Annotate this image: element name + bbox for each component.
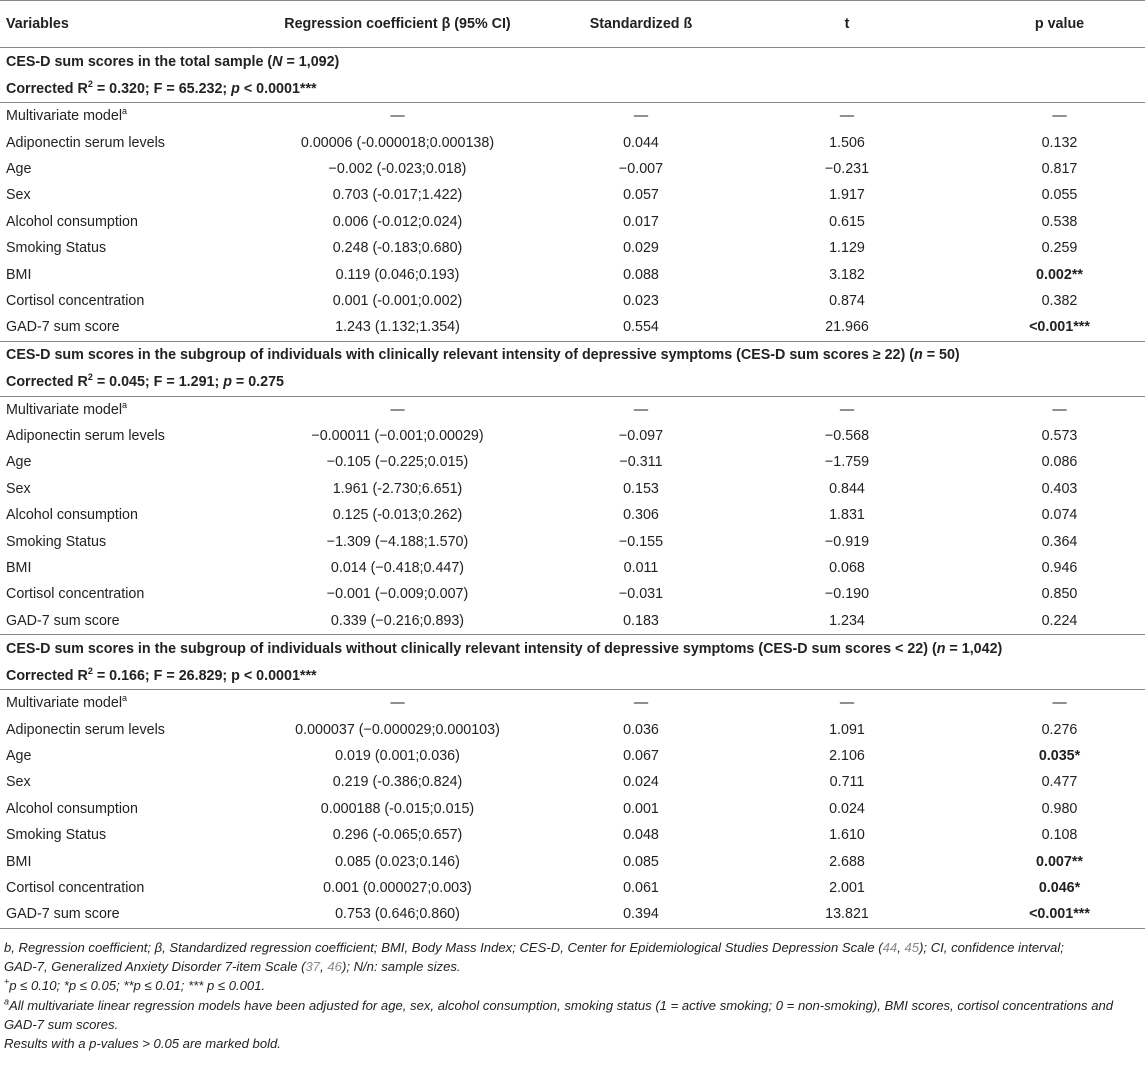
table-footnotes	[4, 938, 1142, 1053]
model-dash: —	[633, 695, 649, 712]
cell-t: 0.874	[829, 292, 865, 309]
cell-standardized: 0.088	[623, 266, 659, 283]
cell-standardized: 0.183	[623, 612, 659, 629]
cell-standardized: −0.097	[618, 428, 664, 445]
table-row	[0, 769, 1145, 795]
cell-p-value: 0.276	[1041, 721, 1078, 738]
cell-t: 3.182	[829, 266, 865, 283]
cell-p-value: 0.946	[1041, 560, 1078, 577]
reference-link[interactable]: 44	[882, 940, 898, 955]
section-stats: Corrected $R^2 = 0.320$; F = 65.232; p < 0.0001***	[0, 75, 1145, 103]
cell-standardized: −0.031	[618, 586, 664, 603]
cell-variable: Adiponectin serum levels	[6, 428, 165, 445]
cell-coefficient: 0.001 (-0.001;0.002)	[332, 292, 463, 309]
cell-standardized: −0.311	[619, 454, 663, 471]
cell-t: 0.711	[829, 774, 865, 791]
cell-t: −1.759	[824, 454, 870, 471]
section-title: CES-D sum scores in the subgroup of individuals with clinically relevant intensity of depressive symptoms (CES-D sum scores ≥ 22) (n = 50)	[0, 341, 1145, 369]
cell-p-value: 0.573	[1041, 428, 1078, 445]
table-body	[0, 48, 1145, 929]
cell-standardized: 0.153	[623, 480, 659, 497]
section-title: CES-D sum scores in the subgroup of individuals without clinically relevant intensity of depressive symptoms (CES-D sum scores < 22) (n = 1,042)	[0, 635, 1145, 663]
table-row	[0, 476, 1145, 502]
footnote-adjustment: $^a$All multivariate linear regression models have been adjusted for age, sex, alcohol consumption, smoking status (1 = active smoking; 0 = non-smoking), BMI scores, cortisol concentrations and GAD-7 sum scores.	[4, 996, 1114, 1032]
header-t: t	[720, 1, 974, 48]
model-label: Multivariate model$^a$	[6, 106, 128, 125]
section-title-row	[0, 341, 1145, 369]
cell-t: 1.129	[829, 240, 865, 257]
cell-coefficient: −0.00011 (−0.001;0.00029)	[311, 428, 484, 445]
cell-t: 1.234	[829, 612, 865, 629]
cell-p-value: 0.538	[1041, 213, 1078, 230]
header-p-value: p value	[974, 1, 1145, 48]
table-row	[0, 423, 1145, 449]
cell-t: 2.001	[829, 879, 865, 896]
cell-standardized: 0.011	[623, 560, 659, 577]
cell-variable: GAD-7 sum score	[6, 319, 120, 336]
cell-p-value: 0.850	[1041, 586, 1078, 603]
cell-variable: GAD-7 sum score	[0, 901, 233, 928]
cell-coefficient: 0.014 (−0.418;0.447)	[330, 560, 465, 577]
cell-p-value: <0.001***	[1029, 319, 1090, 336]
cell-standardized: 0.554	[623, 319, 659, 336]
cell-coefficient: 0.00006 (-0.000018;0.000138)	[300, 134, 495, 151]
cell-t: −0.919	[824, 533, 870, 550]
cell-standardized: 0.067	[623, 748, 659, 764]
cell-p-value: 0.980	[1041, 800, 1078, 817]
cell-coefficient: 0.119 (0.046;0.193)	[335, 266, 460, 283]
cell-variable: BMI	[6, 560, 32, 577]
cell-variable: BMI	[6, 266, 32, 283]
cell-p-value: 0.259	[1041, 240, 1078, 257]
cell-p-value: 0.086	[1041, 454, 1078, 471]
model-dash: —	[390, 401, 405, 418]
cell-t: 1.831	[829, 507, 865, 524]
cell-coefficient: −0.001 (−0.009;0.007)	[326, 586, 469, 603]
model-label: Multivariate model$^a$	[6, 693, 128, 712]
cell-variable: Sex	[6, 480, 31, 497]
cell-t: 1.091	[829, 721, 865, 738]
cell-p-value: 0.132	[1041, 134, 1078, 151]
table-row	[0, 209, 1145, 235]
cell-t: 1.610	[829, 827, 865, 844]
cell-t: 0.844	[829, 480, 865, 497]
cell-variable: Age	[6, 454, 32, 471]
table-row	[0, 875, 1145, 901]
cell-p-value: <0.001***	[974, 901, 1145, 928]
cell-p-value: 0.364	[1041, 533, 1078, 550]
cell-variable: GAD-7 sum score	[6, 612, 120, 629]
cell-standardized: 0.061	[623, 879, 659, 896]
cell-coefficient: 0.006 (-0.012;0.024)	[332, 213, 463, 230]
cell-coefficient: −1.309 (−4.188;1.570)	[326, 533, 469, 550]
cell-coefficient: 0.019 (0.001;0.036)	[335, 748, 460, 764]
cell-standardized: 0.044	[623, 134, 659, 151]
cell-t: −0.231	[824, 160, 870, 177]
cell-standardized: 0.023	[623, 292, 659, 309]
cell-p-value: 0.055	[1041, 187, 1078, 204]
cell-t: 1.506	[829, 134, 865, 151]
cell-standardized: 0.394	[562, 901, 720, 928]
table-row	[0, 502, 1145, 528]
model-row	[0, 396, 1145, 423]
cell-variable: Alcohol consumption	[6, 800, 138, 817]
cell-t: 0.615	[829, 213, 865, 230]
table-row	[0, 716, 1145, 742]
cell-coefficient: −0.105 (−0.225;0.015)	[326, 454, 469, 471]
cell-standardized: 0.057	[623, 187, 659, 204]
header-row	[0, 1, 1145, 48]
cell-variable: Cortisol concentration	[6, 586, 145, 603]
table-row	[0, 743, 1145, 769]
cell-variable: Smoking Status	[6, 827, 107, 844]
reference-link[interactable]: 37	[305, 959, 321, 975]
cell-variable: Cortisol concentration	[6, 879, 145, 896]
cell-coefficient: 0.219 (-0.386;0.824)	[332, 774, 463, 791]
table-row	[0, 822, 1145, 848]
table-row	[0, 129, 1145, 155]
model-dash: —	[1052, 695, 1067, 712]
cell-coefficient: 0.125 (-0.013;0.262)	[332, 507, 463, 524]
cell-p-value: 0.002**	[1036, 266, 1083, 283]
cell-standardized: 0.048	[623, 827, 659, 844]
cell-coefficient: 0.001 (0.000027;0.003)	[323, 879, 472, 896]
table-row	[0, 848, 1145, 874]
model-dash: —	[1052, 401, 1067, 418]
section-stats-row	[0, 75, 1145, 103]
cell-variable: Alcohol consumption	[6, 213, 138, 230]
section-title-row	[0, 48, 1145, 76]
table-row	[0, 314, 1145, 341]
cell-variable: Age	[6, 160, 32, 177]
section-stats: Corrected $R^2 = 0.045$; F = 1.291; p = 0.275	[0, 369, 1145, 397]
cell-coefficient: 0.753 (0.646;0.860)	[233, 901, 562, 928]
cell-coefficient: 0.248 (-0.183;0.680)	[332, 240, 463, 257]
model-row	[0, 690, 1145, 717]
cell-coefficient: 0.703 (-0.017;1.422)	[332, 187, 463, 204]
section-title-row	[0, 635, 1145, 663]
header-coefficient: Regression coefficient β (95% CI)	[233, 1, 562, 48]
cell-t: 1.917	[829, 187, 865, 204]
cell-variable: Smoking Status	[6, 240, 107, 257]
cell-p-value: 0.382	[1041, 292, 1078, 309]
table-row	[0, 555, 1145, 581]
cell-standardized: 0.306	[623, 507, 659, 524]
cell-t: 2.106	[829, 748, 865, 764]
model-dash: —	[633, 108, 649, 125]
cell-p-value: 0.403	[1041, 480, 1078, 497]
cell-standardized: 0.024	[623, 774, 659, 791]
table-row	[0, 288, 1145, 314]
cell-p-value: 0.477	[1041, 774, 1078, 791]
model-dash: —	[839, 108, 855, 125]
table-row	[0, 182, 1145, 208]
table-row	[0, 235, 1145, 261]
cell-t: 21.966	[825, 319, 869, 336]
footnote-bold-note: Results with a p-values > 0.05 are marked bold.	[4, 1036, 281, 1052]
cell-standardized: 0.017	[623, 213, 659, 230]
cell-variable: Adiponectin serum levels	[6, 134, 165, 151]
section-stats-row	[0, 662, 1145, 690]
cell-standardized: 0.085	[623, 853, 659, 870]
cell-t: 2.688	[829, 853, 865, 870]
cell-variable: BMI	[6, 853, 32, 870]
header-standardized: Standardized ß	[562, 1, 720, 48]
cell-variable: Alcohol consumption	[6, 507, 138, 524]
model-label: Multivariate model$^a$	[6, 399, 128, 418]
cell-t: −0.568	[824, 428, 870, 445]
cell-t: 13.821	[720, 901, 974, 928]
model-dash: —	[839, 401, 855, 418]
table-row	[0, 608, 1145, 635]
table-row	[0, 796, 1145, 822]
reference-link[interactable]: 45	[904, 940, 920, 955]
table-row	[0, 901, 1145, 928]
cell-coefficient: −0.002 (-0.023;0.018)	[328, 160, 467, 177]
model-dash: —	[1052, 108, 1067, 125]
footnote-abbreviations-cont: GAD-7, Generalized Anxiety Disorder 7-item Scale (37, 46); N/n: sample sizes.	[4, 959, 461, 975]
cell-p-value: 0.224	[1041, 612, 1078, 629]
cell-t: 0.024	[829, 800, 865, 817]
cell-standardized: −0.007	[618, 160, 664, 177]
section-stats-row	[0, 369, 1145, 397]
table-row	[0, 261, 1145, 287]
cell-coefficient: 0.339 (−0.216;0.893)	[330, 612, 465, 629]
cell-standardized: 0.029	[623, 240, 659, 257]
cell-variable: Smoking Status	[6, 533, 107, 550]
cell-variable: Sex	[6, 774, 31, 791]
table-row	[0, 581, 1145, 607]
model-dash: —	[390, 108, 405, 125]
cell-p-value: 0.007**	[1036, 853, 1083, 870]
cell-coefficient: 1.961 (-2.730;6.651)	[332, 480, 463, 497]
cell-p-value: 0.817	[1041, 160, 1078, 177]
model-dash: —	[390, 695, 405, 712]
cell-t: 0.068	[829, 560, 865, 577]
cell-variable: Adiponectin serum levels	[6, 721, 165, 738]
model-dash: —	[633, 401, 649, 418]
model-row	[0, 103, 1145, 130]
cell-coefficient: 0.085 (0.023;0.146)	[335, 853, 460, 870]
cell-variable: Sex	[6, 187, 31, 204]
cell-coefficient: 0.296 (-0.065;0.657)	[332, 827, 463, 844]
table-row	[0, 528, 1145, 554]
cell-t: −0.190	[824, 586, 870, 603]
cell-p-value: 0.046*	[1038, 879, 1081, 896]
model-dash: —	[839, 695, 855, 712]
cell-standardized: 0.036	[623, 721, 659, 738]
cell-coefficient: 0.000188 (-0.015;0.015)	[320, 800, 475, 817]
reference-link[interactable]: 46	[327, 959, 342, 975]
table-row	[0, 449, 1145, 475]
cell-standardized: −0.155	[618, 533, 664, 550]
table-row	[0, 156, 1145, 182]
cell-variable: Cortisol concentration	[6, 292, 145, 309]
section-title: CES-D sum scores in the total sample (N = 1,092)	[6, 53, 340, 70]
cell-variable: Age	[6, 748, 32, 764]
section-stats: Corrected $R^2 = 0.166$; F = 26.829; p < 0.0001***	[0, 662, 1145, 690]
cell-p-value: 0.108	[1041, 827, 1078, 844]
cell-coefficient: 1.243 (1.132;1.354)	[335, 319, 460, 336]
footnote-abbreviations: b, Regression coefficient; β, Standardized regression coefficient; BMI, Body Mass Index; CES-D, Center for Epidemiological Studies Depression Scale (44, 45); CI, confidence interval;	[4, 940, 1064, 955]
cell-p-value: 0.035*	[1038, 748, 1081, 764]
cell-standardized: 0.001	[623, 800, 659, 817]
footnote-significance: +p ≤ 0.10; *p ≤ 0.05; **p ≤ 0.01; *** p ≤ 0.001.	[4, 977, 266, 994]
cell-coefficient: 0.000037 (−0.000029;0.000103)	[295, 721, 500, 738]
cell-p-value: 0.074	[1041, 507, 1078, 524]
header-variables: Variables	[0, 1, 233, 48]
